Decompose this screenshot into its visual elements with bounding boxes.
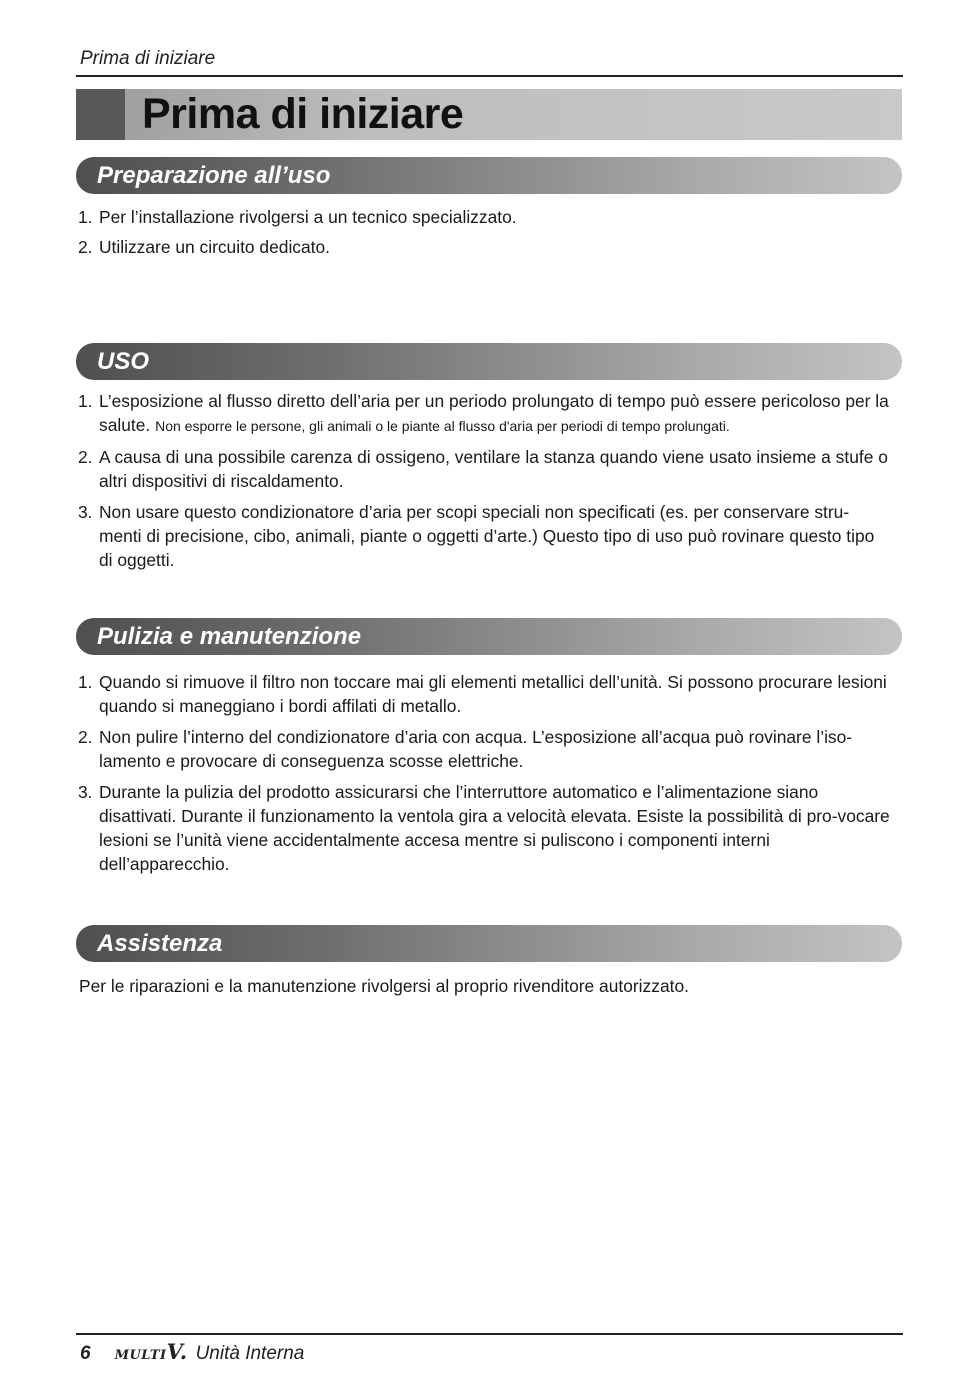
section-header-uso (76, 343, 902, 380)
bottom-divider (76, 1333, 903, 1335)
brand-logo: MULTIV. (114, 1339, 188, 1364)
list-uso (78, 389, 890, 572)
assistenza-text: Per le riparazioni e la manutenzione rivolgersi al proprio rivenditore autorizzato. (79, 976, 689, 996)
page-title: Prima di iniziare (142, 90, 464, 138)
list-pulizia (78, 670, 890, 876)
title-block-accent (76, 89, 125, 140)
section-title-assistenza: Assistenza (97, 930, 223, 957)
top-divider (76, 75, 903, 77)
list-item-note: Non esporre le persone, gli animali o le piante al flusso d'aria per periodi di tempo prolungati. (155, 418, 730, 434)
list-item: 1. Quando si rimuove il filtro non toccare mai gli elementi metallici dell’unità. Si possono procurare lesioni quando si maneggiano i bordi affilati di metallo. (78, 672, 887, 716)
section-title-uso: USO (97, 348, 150, 375)
list-preparazione (78, 205, 890, 259)
section-header-assistenza (76, 925, 902, 962)
list-item: 2. Non pulire l’interno del condizionatore d’aria con acqua. L’esposizione all’acqua può rovinare l’iso-lamento e provocare di conseguenza scosse elettriche. (78, 727, 853, 771)
section-header-preparazione (76, 157, 902, 194)
list-item: 3. Durante la pulizia del prodotto assicurarsi che l’interruttore automatico e l’alimentazione siano disattivati. Durante il funzionamento la ventola gira a velocità elevata. Esiste la possibilità di pro-vocare lesioni se l’unità viene accidentalmente accesa mentre si puliscono i componenti interni dell’apparecchio. (78, 782, 890, 874)
list-item: 2. A causa di una possibile carenza di ossigeno, ventilare la stanza quando viene usato insieme a stufe o altri dispositivi di riscaldamento. (78, 447, 888, 491)
page-number: 6 (80, 1343, 91, 1364)
list-item: 1. L’esposizione al flusso diretto dell’aria per un periodo prolungato di tempo può essere pericoloso per la salute. Non esporre le persone, gli animali o le piante al flusso d'aria per periodi di tempo prolungati. (78, 391, 889, 435)
section-title-pulizia: Pulizia e manutenzione (97, 623, 362, 650)
list-item: 1. Per l’installazione rivolgersi a un tecnico specializzato. (78, 207, 517, 227)
list-item: 3. Non usare questo condizionatore d’aria per scopi speciali non specificati (es. per conservare stru-menti di precisione, cibo, animali, piante o oggetti d’arte.) Questo tipo di uso può rovinare questo tipo di oggetti. (78, 502, 875, 570)
list-item: 2. Utilizzare un circuito dedicato. (78, 237, 331, 257)
section-title-preparazione: Preparazione all’uso (97, 162, 331, 189)
title-bar (76, 89, 902, 140)
running-head: Prima di iniziare (80, 48, 216, 69)
section-header-pulizia (76, 618, 902, 655)
footer-label: Unità Interna (195, 1343, 305, 1364)
page-footer (80, 1339, 304, 1365)
